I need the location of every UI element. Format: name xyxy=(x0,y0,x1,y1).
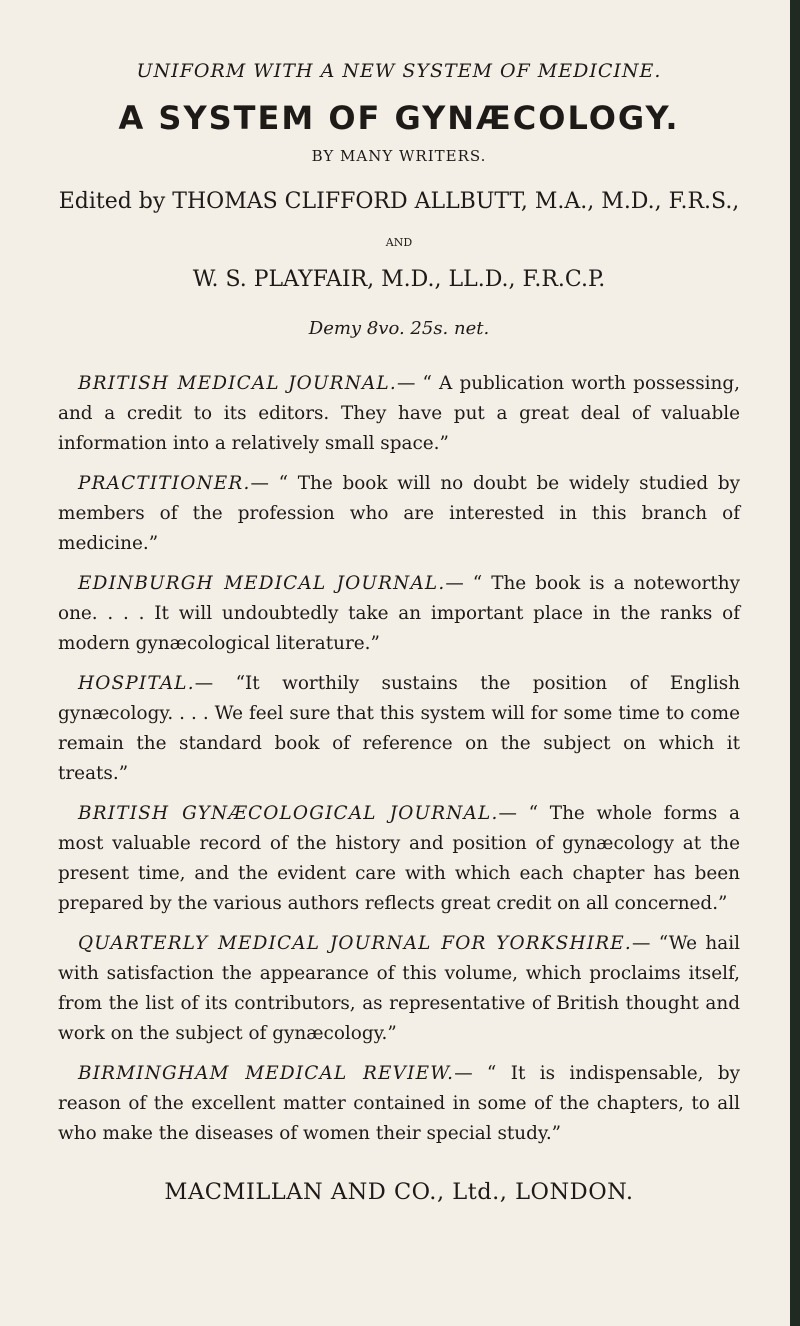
series-line: UNIFORM WITH A NEW SYSTEM OF MEDICINE. xyxy=(136,60,662,82)
review-source: PRACTITIONER. xyxy=(78,473,251,494)
review-quote: — “ The whole forms a most valuable record of the history and position of gynæcology at the present time, and the evident care with which each chapter has been prepared by the various authors reflects great credit on all concerned.” xyxy=(58,803,740,914)
format-price: Demy 8vo. 25s. net. xyxy=(308,318,490,339)
review-list xyxy=(58,369,740,1149)
review-source: BIRMINGHAM MEDICAL REVIEW. xyxy=(78,1063,455,1084)
review-item xyxy=(58,929,740,1049)
review-item xyxy=(58,469,740,559)
and-separator: AND xyxy=(385,236,413,249)
editor-primary: Edited by THOMAS CLIFFORD ALLBUTT, M.A., M.D., F.R.S., xyxy=(58,189,740,214)
review-quote: — “It worthily sustains the position of English gynæcology. . . . We feel sure that this system will for some time to come remain the standard book of reference on the subject on which it treats.” xyxy=(58,673,740,784)
book-title: A SYSTEM OF GYNÆCOLOGY. xyxy=(118,99,680,137)
review-item xyxy=(58,1059,740,1149)
review-quote: — “ A publication worth possessing, and a credit to its editors. They have put a great deal of valuable information into a relatively small space.” xyxy=(58,373,740,454)
review-item xyxy=(58,799,740,919)
review-item xyxy=(58,369,740,459)
review-quote: — “ The book will no doubt be widely studied by members of the profession who are interested in this branch of medicine.” xyxy=(58,473,740,554)
review-quote: — “We hail with satisfaction the appearance of this volume, which proclaims itself, from the list of its contributors, as representative of British thought and work on the subject of gynæcology.” xyxy=(58,933,740,1044)
review-source: BRITISH GYNÆCOLOGICAL JOURNAL. xyxy=(78,803,499,824)
review-source: QUARTERLY MEDICAL JOURNAL FOR YORKSHIRE. xyxy=(78,933,632,954)
byline: BY MANY WRITERS. xyxy=(311,147,487,165)
review-quote: — “ The book is a noteworthy one. . . . It will undoubtedly take an important place in the ranks of modern gynæcological literature.” xyxy=(58,573,740,654)
review-item xyxy=(58,569,740,659)
review-item xyxy=(58,669,740,789)
review-source: EDINBURGH MEDICAL JOURNAL. xyxy=(78,573,446,594)
review-source: BRITISH MEDICAL JOURNAL. xyxy=(78,373,397,394)
review-source: HOSPITAL. xyxy=(78,673,195,694)
page-edge-strip xyxy=(790,0,800,1326)
review-quote: — “ It is indispensable, by reason of the excellent matter contained in some of the chapters, to all who make the diseases of women their special study.” xyxy=(58,1063,741,1144)
editor-secondary: W. S. PLAYFAIR, M.D., LL.D., F.R.C.P. xyxy=(192,267,606,292)
publisher-imprint: MACMILLAN AND CO., Ltd., LONDON. xyxy=(164,1179,634,1205)
